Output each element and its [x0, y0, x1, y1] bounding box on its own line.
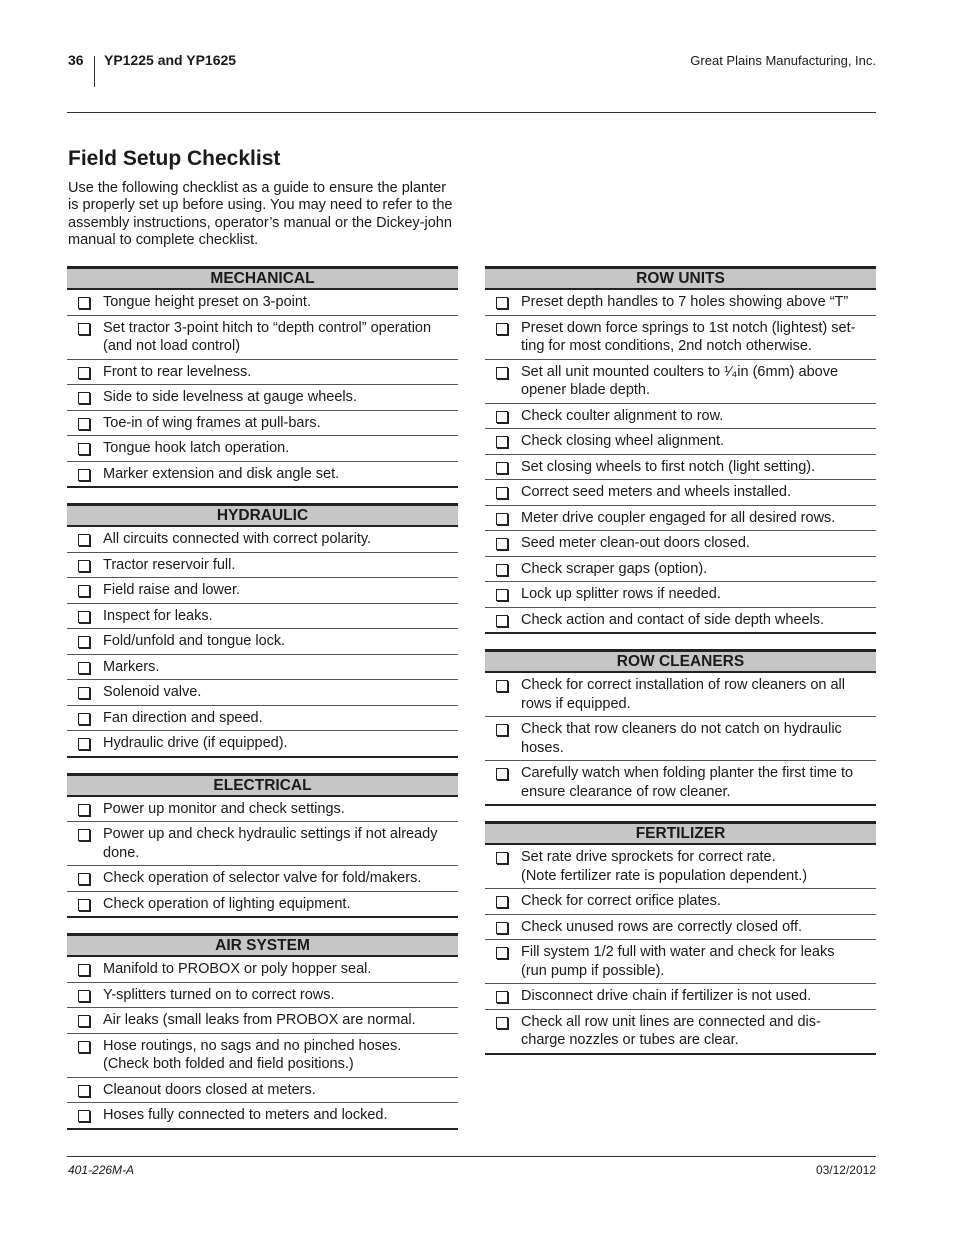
checkbox-icon[interactable] — [496, 513, 508, 525]
checklist-item-text: Power up monitor and check settings. — [103, 800, 345, 817]
checklist-item-text: Fan direction and speed. — [103, 709, 263, 726]
checklist-item-text: Meter drive coupler engaged for all desired rows. — [521, 509, 836, 526]
checkbox-icon[interactable] — [496, 724, 508, 736]
checklist-item-text: All circuits connected with correct polarity. — [103, 531, 372, 547]
checklist — [67, 290, 458, 486]
checklist-item-text: Fill system 1/2 full with water and check for leaks (run pump if possible). — [521, 944, 835, 979]
checklist-item-text: Tongue height preset on 3-point. — [103, 294, 311, 310]
checklist-item-text: Inspect for leaks. — [103, 607, 213, 624]
checkbox-icon[interactable] — [496, 323, 508, 335]
checklist-item-text: Lock up splitter rows if needed. — [521, 586, 721, 602]
checkbox-icon[interactable] — [496, 538, 508, 550]
section-heading: ELECTRICAL — [67, 773, 458, 797]
checklist-item-text: Preset down force springs to 1st notch (lightest) set- ting for most conditions, 2nd notch otherwise. — [521, 319, 856, 354]
checkbox-icon[interactable] — [496, 1017, 508, 1029]
checklist-item — [485, 454, 876, 480]
checklist-item-text: Set all unit mounted coulters to ¹⁄₄in (6mm) above opener blade depth. — [521, 363, 839, 398]
checklist-item-text: Check that row cleaners do not catch on hydraulic hoses. — [521, 721, 842, 756]
checklist-item-text: Check closing wheel alignment. — [521, 433, 725, 449]
checklist-item — [485, 914, 876, 940]
checkbox-icon[interactable] — [78, 443, 90, 455]
checkbox-icon[interactable] — [78, 418, 90, 430]
checklist-item-text: Set rate drive sprockets for correct rate. (Note fertilizer rate is population dependent.) — [521, 849, 808, 884]
section-heading: ROW CLEANERS — [485, 649, 876, 673]
section-air-system — [67, 933, 458, 1130]
page-number: 36 — [68, 52, 84, 68]
section-row-cleaners — [485, 649, 876, 806]
checklist-item — [67, 603, 458, 629]
checkbox-icon[interactable] — [78, 1085, 90, 1097]
checkbox-icon[interactable] — [496, 922, 508, 934]
checklist-item-text: Toe-in of wing frames at pull-bars. — [103, 414, 321, 431]
checklist-item — [485, 939, 876, 983]
checklist-item-text: Power up and check hydraulic settings if not already done. — [103, 826, 438, 861]
checkbox-icon[interactable] — [78, 1015, 90, 1027]
checklist-item — [67, 821, 458, 865]
checklist-item — [67, 891, 458, 917]
checklist-item — [67, 628, 458, 654]
section-heading: HYDRAULIC — [67, 503, 458, 527]
checklist-item-text: Check for correct installation of row cleaners on all rows if equipped. — [521, 677, 845, 712]
checklist-item-text: Hydraulic drive (if equipped). — [103, 735, 288, 751]
checklist-item — [67, 1077, 458, 1103]
checklist — [485, 290, 876, 632]
checklist-item-text: Check coulter alignment to row. — [521, 407, 724, 424]
checklist-item — [67, 705, 458, 731]
top-rule — [67, 112, 876, 113]
checklist-item — [67, 290, 458, 315]
checklist-item — [485, 716, 876, 760]
checklist-item — [485, 673, 876, 716]
checkbox-icon[interactable] — [496, 411, 508, 423]
checklist-item — [67, 957, 458, 982]
checklist-item — [485, 581, 876, 607]
checkbox-icon[interactable] — [78, 713, 90, 725]
checklist-item — [67, 730, 458, 756]
checkbox-icon[interactable] — [496, 589, 508, 601]
checklist-item — [485, 428, 876, 454]
checklist-item — [67, 797, 458, 822]
checkbox-icon[interactable] — [496, 367, 508, 379]
checklist-item-text: Check operation of lighting equipment. — [103, 895, 351, 912]
checkbox-icon[interactable] — [78, 560, 90, 572]
checkbox-icon[interactable] — [78, 323, 90, 335]
checkbox-icon[interactable] — [78, 367, 90, 379]
checklist-item-text: Hoses fully connected to meters and locked. — [103, 1107, 388, 1123]
intro-paragraph: Use the following checklist as a guide to ensure the planter is properly set up before using. You may need to refer to the assembly instructions, operator’s manual or the Dickey-john manual to complete checklist. — [68, 180, 453, 248]
checkbox-icon[interactable] — [496, 487, 508, 499]
checklist-item — [67, 384, 458, 410]
section-heading: ROW UNITS — [485, 266, 876, 290]
checklist-item — [485, 888, 876, 914]
checkbox-icon[interactable] — [78, 738, 90, 750]
checklist-item-text: Carefully watch when folding planter the first time to ensure clearance of row cleaner. — [521, 765, 854, 800]
page-header — [68, 52, 876, 88]
checkbox-icon[interactable] — [78, 636, 90, 648]
checkbox-icon[interactable] — [78, 534, 90, 546]
checklist-item — [67, 1102, 458, 1128]
checklist-item — [485, 315, 876, 359]
checklist-item — [67, 982, 458, 1008]
checklist-item-text: Solenoid valve. — [103, 684, 202, 700]
checkbox-icon[interactable] — [78, 687, 90, 699]
header-divider — [94, 56, 95, 87]
checkbox-icon[interactable] — [496, 896, 508, 908]
checklist-item — [485, 403, 876, 429]
checklist-item-text: Hose routings, no sags and no pinched hoses. (Check both folded and field positions.) — [103, 1037, 402, 1072]
checklist-item-text: Set tractor 3-point hitch to “depth control” operation (and not load control) — [103, 319, 432, 354]
checkbox-icon[interactable] — [496, 852, 508, 864]
checklist-item-text: Tongue hook latch operation. — [103, 440, 290, 456]
section-mechanical — [67, 266, 458, 488]
section-electrical — [67, 773, 458, 919]
checklist-item — [485, 479, 876, 505]
document-id: 401-226M-A — [68, 1163, 135, 1177]
checklist — [67, 957, 458, 1128]
checklist-item-text: Air leaks (small leaks from PROBOX are normal. — [103, 1012, 416, 1028]
checklist-item — [67, 577, 458, 603]
section-hydraulic — [67, 503, 458, 758]
checklist-item — [67, 1033, 458, 1077]
checkbox-icon[interactable] — [78, 297, 90, 309]
section-heading: FERTILIZER — [485, 821, 876, 845]
checklist-item-text: Set closing wheels to first notch (light setting). — [521, 458, 816, 475]
section-heading: AIR SYSTEM — [67, 933, 458, 957]
checklist-item-text: Manifold to PROBOX or poly hopper seal. — [103, 961, 372, 977]
section-fertilizer — [485, 821, 876, 1055]
checkbox-icon[interactable] — [78, 829, 90, 841]
checklist-item — [485, 505, 876, 531]
checkbox-icon[interactable] — [78, 964, 90, 976]
checkbox-icon[interactable] — [496, 297, 508, 309]
page-title: Field Setup Checklist — [68, 147, 281, 170]
checklist-item-text: Check scraper gaps (option). — [521, 560, 708, 577]
checkbox-icon[interactable] — [78, 611, 90, 623]
checklist-item — [67, 1007, 458, 1033]
right-column — [485, 266, 876, 1070]
checkbox-icon[interactable] — [496, 615, 508, 627]
checklist-item — [67, 315, 458, 359]
checklist-item — [67, 527, 458, 552]
checklist-item — [67, 552, 458, 578]
checklist-item — [67, 359, 458, 385]
checkbox-icon[interactable] — [78, 873, 90, 885]
left-column — [67, 266, 458, 1145]
checklist-item — [67, 654, 458, 680]
checklist-item — [67, 435, 458, 461]
section-heading: MECHANICAL — [67, 266, 458, 290]
checklist-item — [485, 607, 876, 633]
checkbox-icon[interactable] — [78, 469, 90, 481]
checklist-item-text: Fold/unfold and tongue lock. — [103, 633, 286, 649]
checklist-item-text: Check unused rows are correctly closed off. — [521, 918, 803, 935]
checklist-item — [485, 290, 876, 315]
checklist-item-text: Preset depth handles to 7 holes showing above “T” — [521, 294, 849, 310]
checklist-item — [485, 359, 876, 403]
checkbox-icon[interactable] — [78, 804, 90, 816]
checklist-item-text: Cleanout doors closed at meters. — [103, 1081, 316, 1098]
checklist-item — [485, 845, 876, 888]
checkbox-icon[interactable] — [78, 1041, 90, 1053]
checklist — [67, 797, 458, 917]
checklist-item-text: Check for correct orifice plates. — [521, 893, 721, 909]
checklist-item-text: Y-splitters turned on to correct rows. — [103, 986, 335, 1003]
checklist — [67, 527, 458, 756]
checklist-item-text: Field raise and lower. — [103, 582, 241, 598]
checklist-item-text: Check operation of selector valve for fold/makers. — [103, 870, 422, 886]
checklist-item — [485, 1009, 876, 1053]
checkbox-icon[interactable] — [496, 680, 508, 692]
checklist-item-text: Front to rear levelness. — [103, 363, 252, 380]
checklist-item — [67, 679, 458, 705]
checkbox-icon[interactable] — [78, 1110, 90, 1122]
checklist-item — [485, 983, 876, 1009]
checkbox-icon[interactable] — [496, 768, 508, 780]
checkbox-icon[interactable] — [496, 947, 508, 959]
checklist-item-text: Check action and contact of side depth wheels. — [521, 611, 825, 628]
checkbox-icon[interactable] — [496, 564, 508, 576]
checkbox-icon[interactable] — [78, 585, 90, 597]
checkbox-icon[interactable] — [78, 392, 90, 404]
checkbox-icon[interactable] — [496, 991, 508, 1003]
checklist-item — [485, 760, 876, 804]
checklist-item — [485, 530, 876, 556]
company-name: Great Plains Manufacturing, Inc. — [690, 53, 876, 68]
checklist-item-text: Disconnect drive chain if fertilizer is not used. — [521, 988, 812, 1004]
checklist-item-text: Side to side levelness at gauge wheels. — [103, 389, 357, 405]
checklist-item-text: Check all row unit lines are connected and dis- charge nozzles or tubes are clear. — [521, 1013, 821, 1048]
checkbox-icon[interactable] — [496, 436, 508, 448]
model-name: YP1225 and YP1625 — [104, 52, 237, 68]
checklist-item-text: Markers. — [103, 658, 160, 675]
checklist-item — [67, 410, 458, 436]
checklist-item — [67, 865, 458, 891]
checklist — [485, 673, 876, 804]
checkbox-icon[interactable] — [496, 462, 508, 474]
checklist-item-text: Correct seed meters and wheels installed. — [521, 484, 791, 500]
checklist-item-text: Tractor reservoir full. — [103, 556, 236, 573]
checklist-item-text: Marker extension and disk angle set. — [103, 465, 340, 482]
checkbox-icon[interactable] — [78, 899, 90, 911]
checklist-item — [67, 461, 458, 487]
document-date: 03/12/2012 — [815, 1163, 876, 1177]
section-row-units — [485, 266, 876, 634]
checklist-item-text: Seed meter clean-out doors closed. — [521, 535, 750, 551]
checklist — [485, 845, 876, 1053]
checkbox-icon[interactable] — [78, 662, 90, 674]
bottom-rule — [67, 1156, 876, 1157]
checklist-item — [485, 556, 876, 582]
checkbox-icon[interactable] — [78, 990, 90, 1002]
